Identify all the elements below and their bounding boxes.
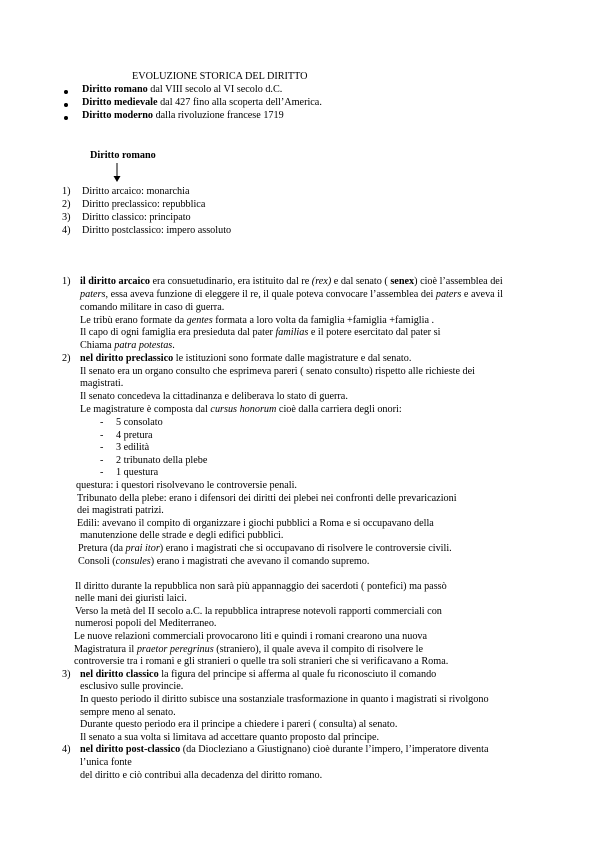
paragraph-line [80,744,489,756]
paragraph-line: sempre meno al senato. [80,707,176,718]
list-item: 3 edilità [116,442,150,453]
italic-term: patra potestas [114,340,173,351]
paragraph-line [80,404,402,416]
dash-marker: - [100,455,104,466]
italic-term: (rex) [311,276,332,287]
list-number: 4) [62,744,71,755]
paragraph-line [80,353,411,365]
dash-marker: - [100,430,104,441]
list-number: 4) [62,225,71,236]
paragraph-line: Tribunato della plebe: erano i difensori dei diritti dei plebei nei confronti delle prevaricazioni [77,493,457,504]
paragraph-line: manutenzione delle strade e degli edifici pubblici. [80,530,284,541]
list-number: 3) [62,669,71,680]
period-item: Diritto postclassico: impero assoluto [82,225,232,236]
bullet-bold: Diritto romano [82,84,148,95]
text-run: Pretura (da [78,543,126,554]
bullet-bold: Diritto medievale [82,97,158,108]
text-run: e aveva il [461,289,503,300]
italic-term: cursus honorum [210,404,277,415]
paragraph-line: questura: i questori risolvevano le controversie penali. [76,480,297,491]
bold-term: nel diritto post-classico [80,744,181,755]
paragraph-line: Il senato era un organo consulto che esprimeva pareri ( senato consulto) rispetto alle richieste dei [80,366,476,377]
bullet-icon [64,103,68,107]
text-run: le istituzioni sono formate dalle magistrature e dal senato. [173,353,412,364]
bullet-icon [64,90,68,94]
dash-marker: - [100,442,104,453]
text-run: cioè dalla carriera degli onori: [276,404,402,415]
paragraph-line [80,289,503,301]
text-run: (straniero), il quale aveva il compito di risolvere le [213,644,424,655]
list-number: 2) [62,353,71,364]
bullet-icon [64,116,68,120]
text-run: Consoli ( [78,556,116,567]
text-run: ) erano i magistrati che avevano il comando supremo. [150,556,370,567]
italic-term: familias [275,327,309,338]
paragraph-line: nelle mani dei giuristi laici. [75,593,187,604]
bullet-text: dalla rivoluzione francese 1719 [153,110,284,121]
bold-term: il diritto arcaico [80,276,150,287]
bold-term: nel diritto classico [80,669,159,680]
paragraph-line [80,315,434,327]
list-item: 5 consolato [116,417,163,428]
paragraph-line: del diritto e ciò contribuì alla decadenza del diritto romano. [80,770,323,781]
italic-term: prai itor [125,543,160,554]
bullet-bold: Diritto moderno [82,110,154,121]
paragraph-line [80,340,175,352]
italic-term: paters [80,289,106,300]
bullet-text: dal VIII secolo al VI secolo d.C. [147,84,283,95]
italic-term: consules [115,556,151,567]
paragraph-line: Il senato a sua volta si limitava ad accettare quanto proposto dal principe. [80,732,380,743]
dash-marker: - [100,467,104,478]
text-run: , essa aveva funzione di eleggere il re, il quale poteva convocare l’assemblea dei [105,289,436,300]
paragraph-line [78,556,369,568]
italic-term: praetor peregrinus [136,644,214,655]
text-run: . [172,340,175,351]
text-run: Il capo di ogni famiglia era presieduta dal pater [80,327,276,338]
paragraph-line [80,327,440,339]
paragraph-line: controversie tra i romani e gli stranieri o quelle tra soli stranieri che si verificavano a Roma. [74,656,449,667]
paragraph-line: l’unica fonte [80,757,132,768]
bullet-item-modern [82,110,284,122]
text-run: e dal senato ( [331,276,391,287]
text-run: formata a loro volta da famiglia +famiglia +famiglia . [212,315,435,326]
text-run: ) cioè l’assemblea dei [414,276,503,287]
paragraph-line: numerosi popoli del Mediterraneo. [75,618,217,629]
list-item: 4 pretura [116,430,153,441]
text-run: Le tribù erano formate da [80,315,187,326]
list-item: 2 tribunato della plebe [116,455,208,466]
paragraph-line [74,644,423,656]
bold-term: senex [390,276,415,287]
list-number: 1) [62,276,71,287]
paragraph-line: comando militare in caso di guerra. [80,302,225,313]
section-subheading: Diritto romano [90,150,156,161]
text-run: Magistratura il [74,644,137,655]
list-number: 1) [62,186,71,197]
paragraph-line [80,276,503,288]
dash-marker: - [100,417,104,428]
paragraph-line [78,543,452,555]
period-item: Diritto classico: principato [82,212,191,223]
arrow-down-icon [112,163,122,183]
text-run: era consuetudinario, era istituito dal re [149,276,312,287]
paragraph-line: Le nuove relazioni commerciali provocarono liti e quindi i romani crearono una nuova [74,631,428,642]
bullet-text: dal 427 fino alla scoperta dell’America. [157,97,322,108]
text-run: (da Diocleziano a Giustignano) cioè durante l’impero, l’imperatore diventa [180,744,489,755]
period-item: Diritto arcaico: monarchia [82,186,190,197]
list-number: 2) [62,199,71,210]
paragraph-line: Durante questo periodo era il principe a chiedere i pareri ( consulta) al senato. [80,719,398,730]
period-item: Diritto preclassico: repubblica [82,199,206,210]
text-run: la figura del principe si afferma al quale fu riconosciuto il comando [158,669,437,680]
list-item: 1 questura [116,467,159,478]
text-run: Le magistrature è composta dal [80,404,211,415]
text-run: Chiama [80,340,115,351]
text-run: ) erano i magistrati che si occupavano di risolvere le controversie civili. [159,543,452,554]
paragraph-line: Verso la metà del II secolo a.C. la repubblica intraprese notevoli rapporti commerciali con [75,606,442,617]
paragraph-line: In questo periodo il diritto subisce una sostanziale trasformazione in quanto i magistrati si rivolgono [80,694,489,705]
paragraph-line [80,669,436,681]
paragraph-line: magistrati. [80,378,124,389]
paragraph-line: dei magistrati patrizi. [77,505,164,516]
bold-term: nel diritto preclassico [80,353,174,364]
text-run: e il potere esercitato dal pater si [308,327,441,338]
paragraph-line: esclusivo sulle provincie. [80,681,184,692]
italic-term: paters [435,289,462,300]
list-number: 3) [62,212,71,223]
paragraph-line: Edili: avevano il compito di organizzare i giochi pubblici a Roma e si occupavano della [77,518,434,529]
paragraph-line: Il senato concedeva la cittadinanza e deliberava lo stato di guerra. [80,391,348,402]
italic-term: gentes [186,315,213,326]
page-title: EVOLUZIONE STORICA DEL DIRITTO [132,71,308,82]
bullet-item-roman [82,84,282,96]
paragraph-line: Il diritto durante la repubblica non sarà più appannaggio dei sacerdoti ( pontefici) ma passò [75,581,447,592]
bullet-item-medieval [82,97,322,109]
